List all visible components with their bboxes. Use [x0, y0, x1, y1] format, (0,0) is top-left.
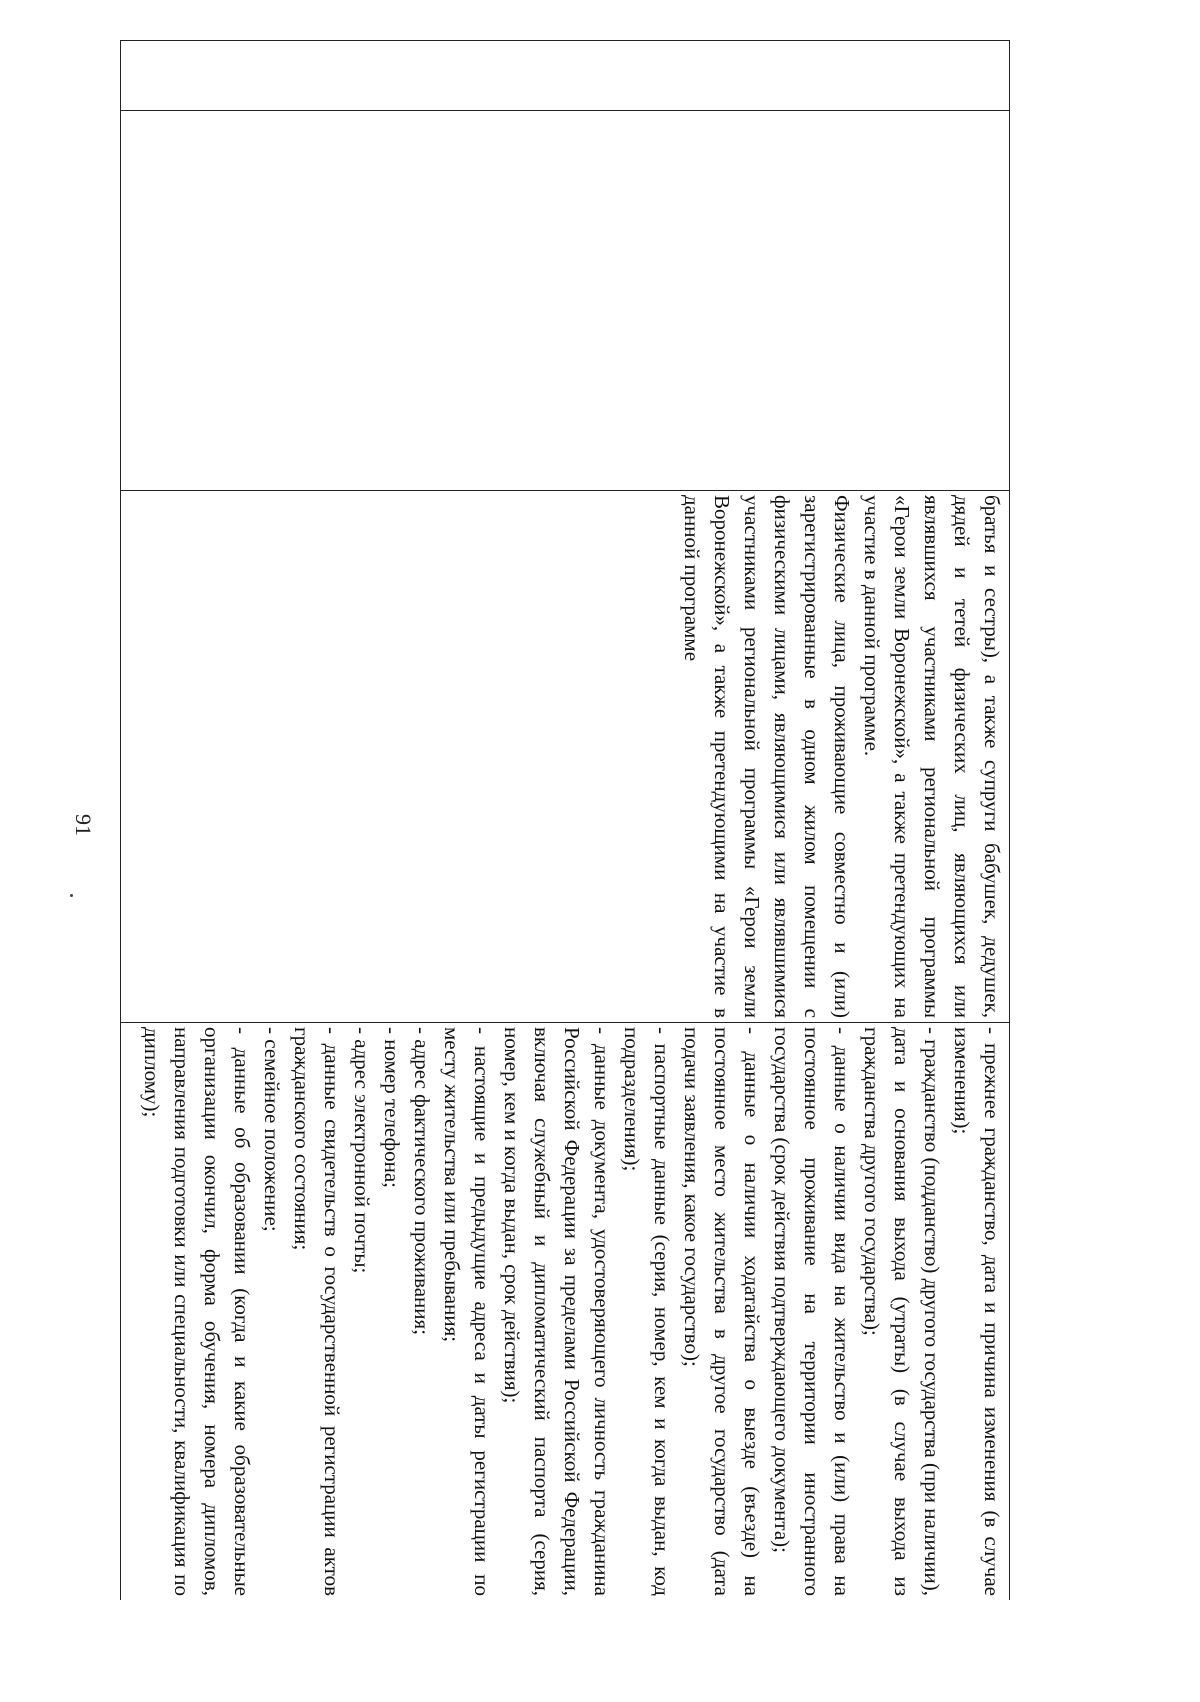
subjects-paragraph: братья и сестры), а также супруги бабушек, дедушек, дядей и тетей физических лиц, являющихся или являвшихся участниками региональной программы «Герои земли Воронежской», а также претендующих на участие в данной программе. — [860, 495, 1004, 1018]
data-table — [120, 40, 1010, 1600]
table-cell-number — [121, 41, 1010, 111]
personal-data-item: - данные о наличии вида на жительство и (или) права на постоянное проживание на территории иностранного государства (срок действия подтверждающего документа); — [770, 1027, 854, 1596]
subjects-paragraph: Физические лица, проживающие совместно и (или) зарегистрированные в одном жилом помещении с физическими лицами, являющимися или являвшимися участниками региональной программы «Герои земли Воронежской», а также претендующими на участие в данной программе — [680, 495, 854, 1018]
personal-data-item: - паспортные данные (серия, номер, кем и когда выдан, код подразделения); — [620, 1027, 674, 1596]
personal-data-item: - адрес электронной почты; — [350, 1027, 374, 1274]
scan-artifact-dot — [70, 894, 73, 897]
personal-data-item: - данные документа, удостоверяющего личность гражданина Российской Федерации за пределами Российской Федерации, включая служебный и дипломатический паспорта (серия, номер, кем и когда выдан, срок действия); — [500, 1027, 614, 1596]
table-cell-personal-data — [121, 1023, 1010, 1601]
document-table-frame — [120, 40, 1010, 1600]
rotated-table-container — [120, 40, 1010, 1600]
personal-data-item: - семейное положение; — [260, 1027, 284, 1232]
personal-data-item: - гражданство (подданство) другого государства (при наличии), дата и основания выхода (утраты) (в случае выхода из гражданства другого государства); — [860, 1027, 944, 1596]
personal-data-item: - номер телефона; — [380, 1027, 404, 1188]
personal-data-item: - адрес фактического проживания; — [410, 1027, 434, 1336]
personal-data-item: - настоящие и предыдущие адреса и даты регистрации по месту жительства или пребывания; — [440, 1027, 494, 1596]
page-number: 91 — [71, 814, 96, 836]
table-cell-category — [121, 111, 1010, 491]
personal-data-item: - прежнее гражданство, дата и причина изменения (в случае изменения); — [950, 1027, 1004, 1596]
personal-data-item: - данные об образовании (когда и какие образовательные организации окончил, форма обучения, номера дипломов, направления подготовки или специальности, квалификация по диплому); — [140, 1027, 254, 1596]
personal-data-item: - данные о наличии ходатайства о выезде (въезде) на постоянное место жительства в другое государство (дата подачи заявления, какое государство); — [680, 1027, 764, 1596]
personal-data-item: - данные свидетельств о государственной регистрации актов гражданского состояния; — [290, 1027, 344, 1596]
table-row — [121, 41, 1010, 1601]
table-cell-subjects — [121, 491, 1010, 1023]
